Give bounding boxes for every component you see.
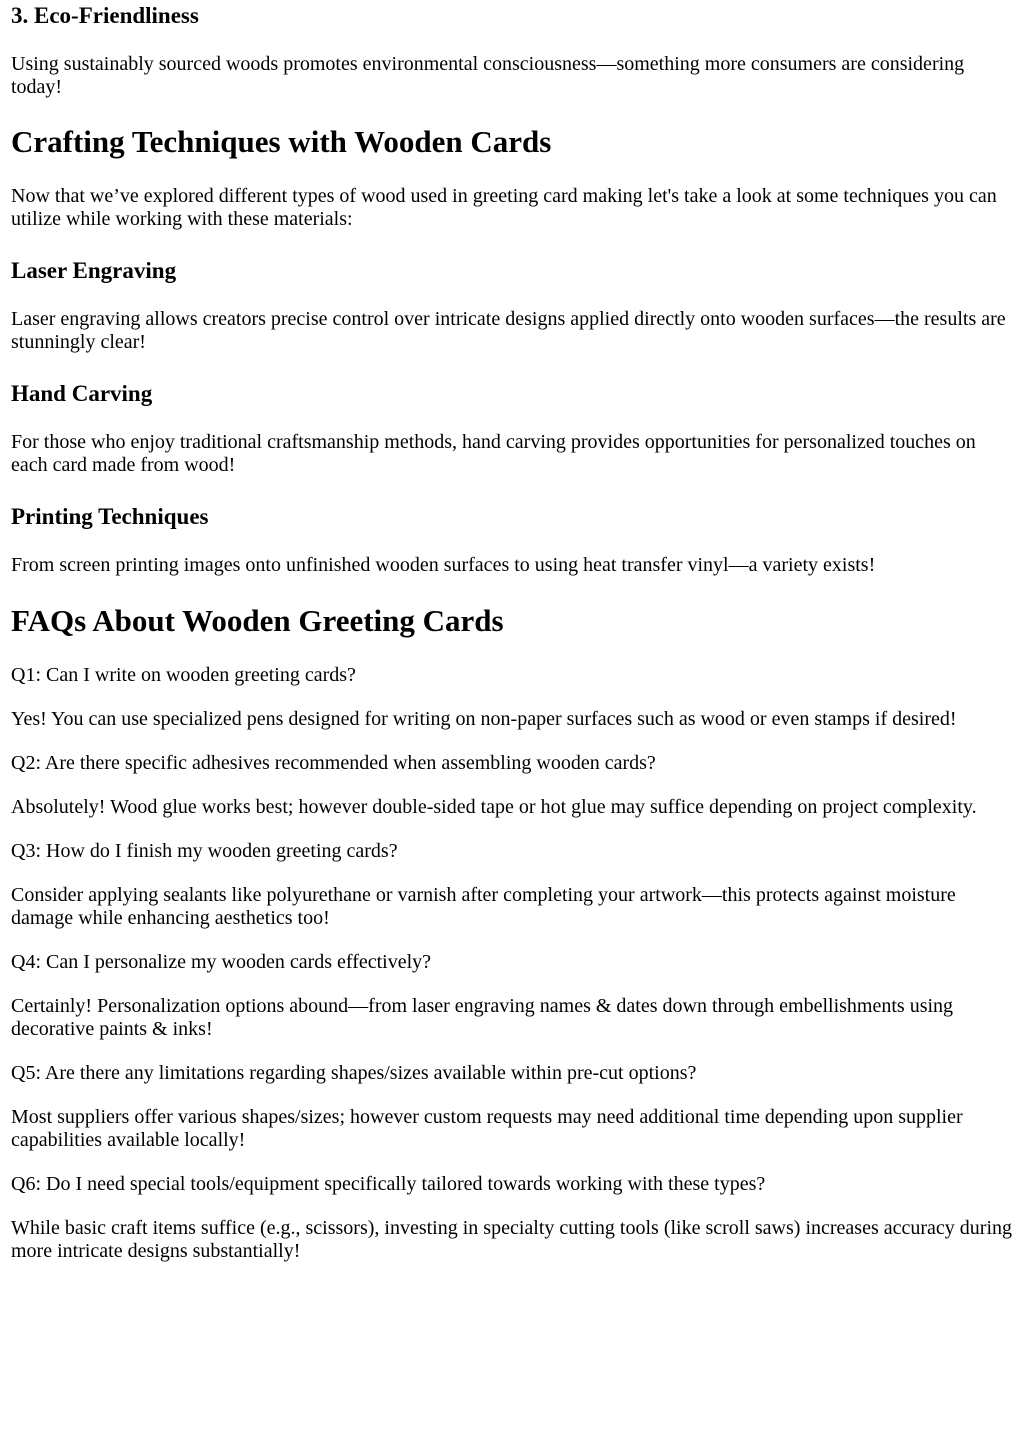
printing-techniques-paragraph: From screen printing images onto unfinished wooden surfaces to using heat transfer vinyl—a variety exists! bbox=[11, 554, 876, 576]
faq-question: Q5: Are there any limitations regarding shapes/sizes available within pre-cut options? bbox=[11, 1062, 697, 1084]
faq-question: Q6: Do I need special tools/equipment specifically tailored towards working with these types? bbox=[11, 1173, 766, 1195]
faq-list bbox=[11, 664, 1013, 1284]
crafting-techniques-heading: Crafting Techniques with Wooden Cards bbox=[11, 124, 552, 159]
faq-question: Q2: Are there specific adhesives recommended when assembling wooden cards? bbox=[11, 752, 656, 774]
faq-question: Q3: How do I finish my wooden greeting cards? bbox=[11, 840, 398, 862]
faq-question: Q1: Can I write on wooden greeting cards? bbox=[11, 664, 356, 686]
eco-friendliness-heading: 3. Eco-Friendliness bbox=[11, 3, 199, 28]
eco-friendliness-paragraph: Using sustainably sourced woods promotes environmental consciousness—something more consumers are considering today! bbox=[11, 53, 965, 98]
printing-techniques-heading: Printing Techniques bbox=[11, 504, 209, 529]
faq-question: Q4: Can I personalize my wooden cards effectively? bbox=[11, 951, 432, 973]
faq-heading: FAQs About Wooden Greeting Cards bbox=[11, 603, 504, 638]
laser-engraving-paragraph: Laser engraving allows creators precise control over intricate designs applied directly onto wooden surfaces—the results are stunningly clear! bbox=[11, 308, 1006, 353]
crafting-techniques-paragraph: Now that we’ve explored different types of wood used in greeting card making let's take a look at some techniques you can utilize while working with these materials: bbox=[11, 185, 997, 230]
faq-answer: Yes! You can use specialized pens designed for writing on non-paper surfaces such as wood or even stamps if desired! bbox=[11, 708, 957, 730]
hand-carving-paragraph: For those who enjoy traditional craftsmanship methods, hand carving provides opportunities for personalized touches on each card made from wood! bbox=[11, 431, 976, 476]
hand-carving-heading: Hand Carving bbox=[11, 381, 153, 406]
laser-engraving-heading: Laser Engraving bbox=[11, 258, 177, 283]
faq-answer: Most suppliers offer various shapes/sizes; however custom requests may need additional time depending upon supplier capabilities available locally! bbox=[11, 1106, 963, 1151]
faq-answer: Certainly! Personalization options abound—from laser engraving names & dates down through embellishments using decorative paints & inks! bbox=[11, 995, 954, 1040]
faq-answer: While basic craft items suffice (e.g., scissors), investing in specialty cutting tools (like scroll saws) increases accuracy during more intricate designs substantially! bbox=[11, 1217, 1012, 1262]
faq-answer: Consider applying sealants like polyurethane or varnish after completing your artwork—this protects against moisture damage while enhancing aesthetics too! bbox=[11, 884, 956, 929]
faq-answer: Absolutely! Wood glue works best; however double-sided tape or hot glue may suffice depending on project complexity. bbox=[11, 796, 977, 818]
